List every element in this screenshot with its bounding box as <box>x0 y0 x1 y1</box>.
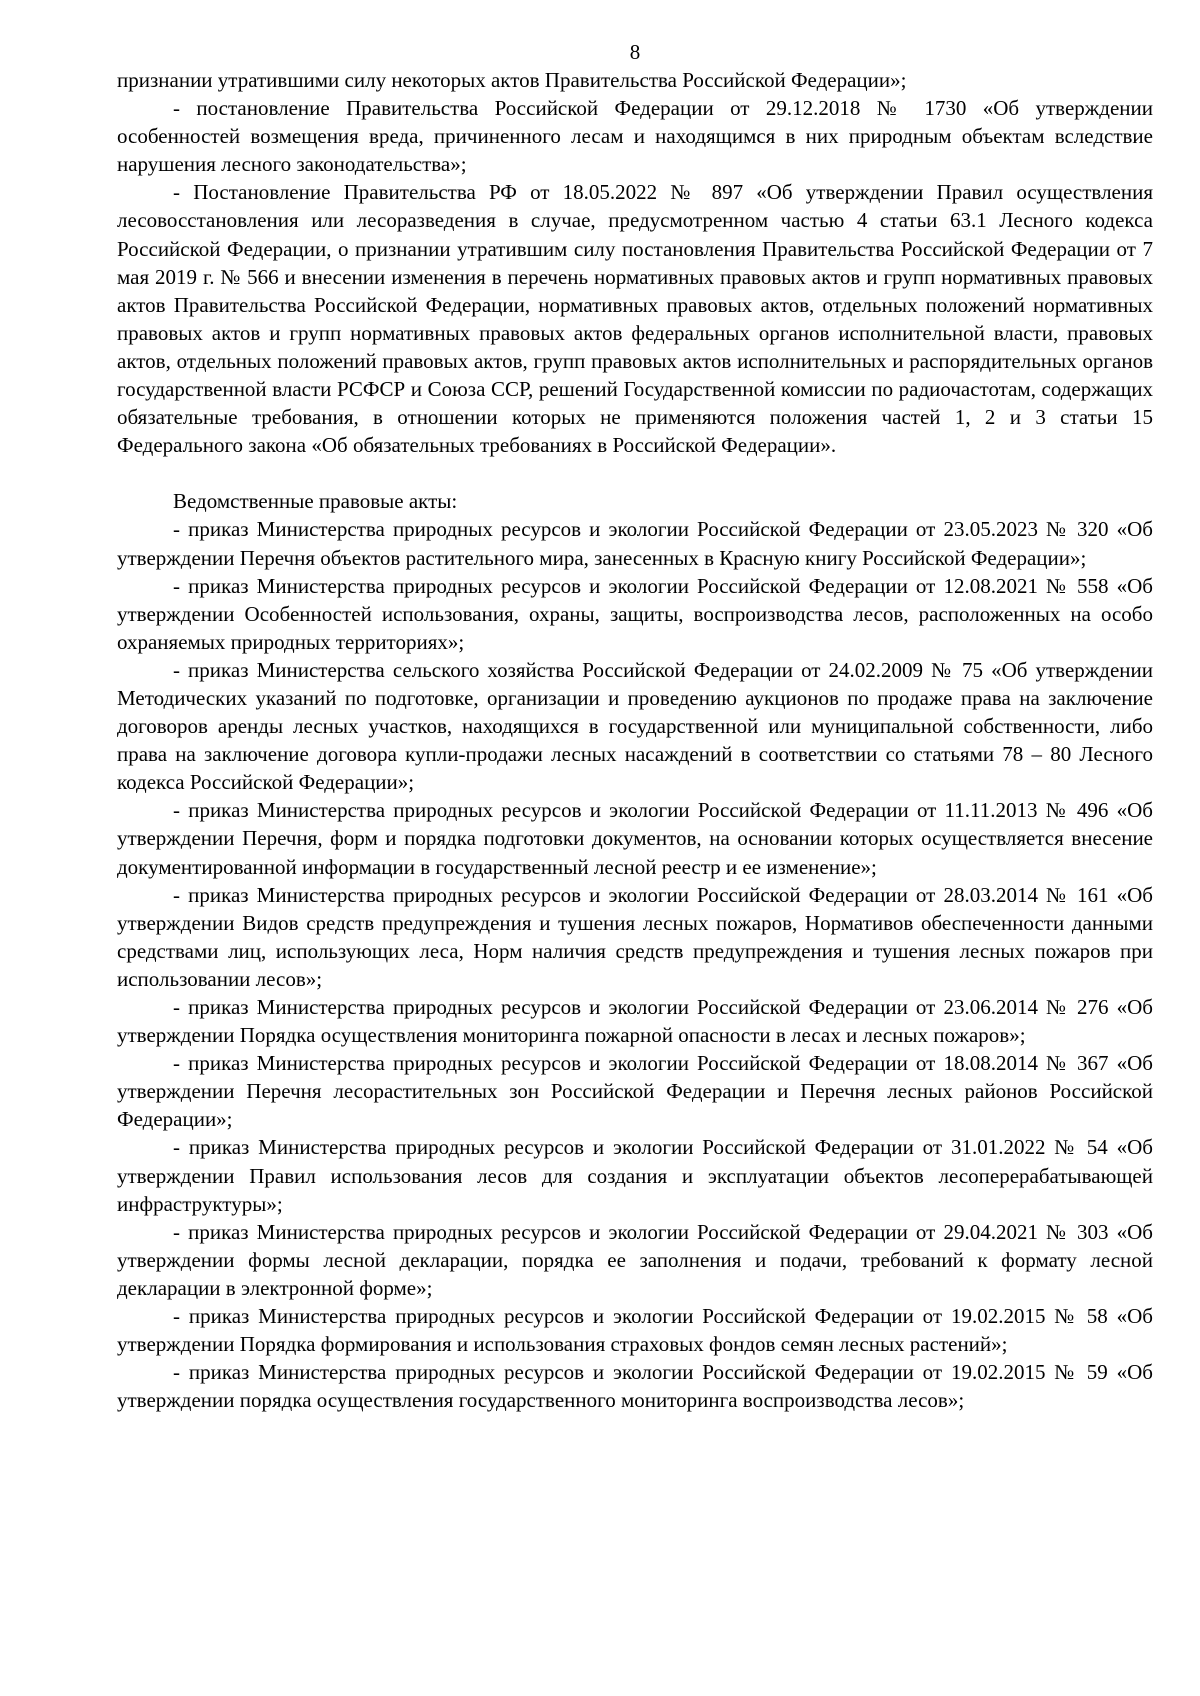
paragraph-order-496: - приказ Министерства природных ресурсов и экологии Российской Федерации от 11.11.2013 № 496 «Об утверждении Перечня, форм и порядка подготовки документов, на основании которых осуществляется внесение документированной информации в государственный лесной реестр и ее изменение»; <box>117 798 1153 879</box>
section-heading: Ведомственные правовые акты: <box>173 489 458 514</box>
paragraph-order-320: - приказ Министерства природных ресурсов и экологии Российской Федерации от 23.05.2023 № 320 «Об утверждении Перечня объектов растительного мира, занесенных в Красную книгу Российской Федерации»; <box>117 517 1153 570</box>
paragraph-decree-1730: - постановление Правительства Российской Федерации от 29.12.2018 № 1730 «Об утверждении особенностей возмещения вреда, причиненного лесам и находящимся в них природным объектам вследствие нарушения лесного законодательства»; <box>117 96 1153 177</box>
paragraph-order-367: - приказ Министерства природных ресурсов и экологии Российской Федерации от 18.08.2014 № 367 «Об утверждении Перечня лесорастительных зон Российской Федерации и Перечня лесных районов Российской Федерации»; <box>117 1051 1153 1132</box>
paragraph-order-54: - приказ Министерства природных ресурсов и экологии Российской Федерации от 31.01.2022 № 54 «Об утверждении Правил использования лесов для создания и эксплуатации объектов лесоперерабатывающей инфраструктуры»; <box>117 1135 1153 1216</box>
paragraph-order-303: - приказ Министерства природных ресурсов и экологии Российской Федерации от 29.04.2021 № 303 «Об утверждении формы лесной декларации, порядка ее заполнения и подачи, требований к формату лесной декларации в электронной форме»; <box>117 1219 1153 1300</box>
paragraph-order-161: - приказ Министерства природных ресурсов и экологии Российской Федерации от 28.03.2014 № 161 «Об утверждении Видов средств предупреждения и тушения лесных пожаров, Нормативов обеспеченности данными средствами лиц, использующих леса, Норм наличия средств предупреждения и тушения лесных пожаров при использовании лесов»; <box>117 882 1153 991</box>
paragraph-order-59: - приказ Министерства природных ресурсов и экологии Российской Федерации от 19.02.2015 № 59 «Об утверждении порядка осуществления государственного мониторинга воспроизводства лесов»; <box>117 1360 1153 1413</box>
paragraph-decree-897: - Постановление Правительства РФ от 18.05.2022 № 897 «Об утверждении Правил осуществления лесовосстановления или лесоразведения в случае, предусмотренном частью 4 статьи 63.1 Лесного кодекса Российской Федерации, о признании утратившим силу постановления Правительства Российской Федерации от 7 мая 2019 г. № 566 и внесении изменения в перечень нормативных правовых актов и групп нормативных правовых актов Правительства Российской Федерации, нормативных правовых актов, отдельных положений нормативных правовых актов и групп нормативных правовых актов федеральных органов исполнительной власти, правовых актов, отдельных положений правовых актов, групп правовых актов исполнительных и распорядительных органов государственной власти РСФСР и Союза ССР, решений Государственной комиссии по радиочастотам, содержащих обязательные требования, в отношении которых не применяются положения частей 1, 2 и 3 статьи 15 Федерального закона «Об обязательных требованиях в Российской Федерации». <box>117 180 1153 458</box>
page-number: 8 <box>629 40 641 64</box>
section-spacer <box>117 459 1153 487</box>
paragraph-order-75: - приказ Министерства сельского хозяйства Российской Федерации от 24.02.2009 № 75 «Об утверждении Методических указаний по подготовке, организации и проведению аукционов по продаже права на заключение договоров аренды лесных участков, находящихся в государственной или муниципальной собственности, либо права на заключение договора купли-продажи лесных насаждений в соответствии со статьями 78 – 80 Лесного кодекса Российской Федерации»; <box>117 657 1153 795</box>
paragraph-continuation: признании утратившими силу некоторых актов Правительства Российской Федерации»; <box>117 68 907 92</box>
paragraph-order-558: - приказ Министерства природных ресурсов и экологии Российской Федерации от 12.08.2021 № 558 «Об утверждении Особенностей использования, охраны, защиты, воспроизводства лесов, расположенных на особо охраняемых природных территориях»; <box>117 573 1153 654</box>
paragraph-order-58: - приказ Министерства природных ресурсов и экологии Российской Федерации от 19.02.2015 № 58 «Об утверждении Порядка формирования и использования страховых фондов семян лесных растений»; <box>117 1304 1153 1357</box>
paragraph-order-276: - приказ Министерства природных ресурсов и экологии Российской Федерации от 23.06.2014 № 276 «Об утверждении Порядка осуществления мониторинга пожарной опасности в лесах и лесных пожаров»; <box>117 995 1153 1048</box>
document-page <box>117 38 1153 1414</box>
